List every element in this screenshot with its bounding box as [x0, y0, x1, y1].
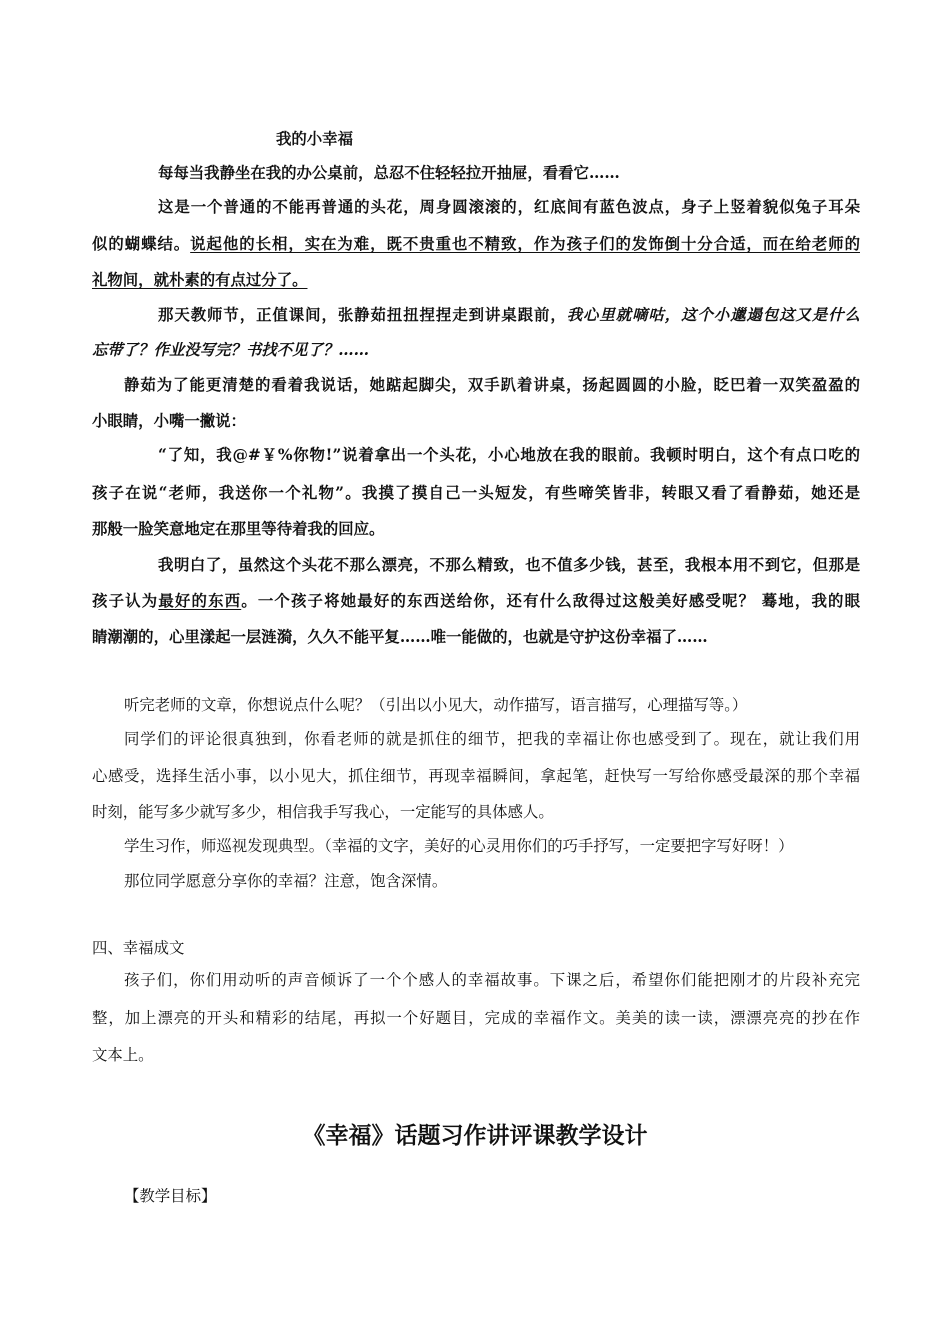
story-p3-plain: 那天教师节，正值课间，张静茹扭扭捏捏走到讲桌跟前， — [158, 306, 567, 324]
lesson-comment-line-1: 同学们的评论很真独到，你看老师的就是抓住的细节，把我的幸福让你也感受到了。现在，就让我们用 — [124, 730, 860, 748]
lesson-plan-title: 《幸福》话题习作讲评课教学设计 — [302, 1122, 648, 1149]
story-p5-line-3: 那般一脸笑意地定在那里等待着我的回应。 — [92, 520, 385, 538]
lesson-comment-line-3: 时刻，能写多少就写多少，相信我手写我心，一定能写的具体感人。 — [92, 803, 554, 821]
story-title: 我的小幸福 — [276, 130, 353, 148]
lesson-question: 听完老师的文章，你想说点什么呢？（引出以小见大，动作描写，语言描写，心理描写等。） — [124, 696, 748, 714]
story-p6-line-1: 我明白了，虽然这个头花不那么漂亮，不那么精致，也不值多少钱，甚至，我根本用不到它，但那是 — [158, 556, 860, 574]
story-p2-line-2-plain: 似的蝴蝶结。 — [92, 235, 191, 253]
story-p3-italic: 我心里就嘀咕，这个小邋遢包这又是什么 — [566, 306, 860, 324]
lesson-comment-line-2: 心感受，选择生活小事，以小见大，抓住细节，再现幸福瞬间，拿起笔，赶快写一写给你感受最深的那个幸福 — [92, 767, 860, 785]
story-p2-line-2 — [92, 234, 860, 254]
story-p6-line-3: 睛潮潮的，心里漾起一层涟漪，久久不能平复……唯一能做的，也就是守护这份幸福了…… — [92, 628, 708, 646]
story-p6-line-2-a: 孩子认为 — [92, 592, 159, 610]
story-p2-line-2-underlined: 说起他的长相，实在为难，既不贵重也不精致，作为孩子们的发饰倒十分合适，而在给老师的 — [190, 235, 860, 253]
story-p5-line-1: “了知，我@#￥%你物!”说着拿出一个头花，小心地放在我的眼前。我顿时明白，这个有点口吃的 — [158, 446, 860, 464]
story-p3-line-1 — [158, 305, 860, 325]
story-p6-line-2-b: 。一个孩子将她最好的东西送给你，还有什么敌得过这般美好感受呢？ 蓦地，我的眼 — [241, 592, 860, 610]
story-p2-line-1: 这是一个普通的不能再普通的头花，周身圆滚滚的，红底间有蓝色波点，身子上竖着貌似兔子耳朵 — [158, 198, 860, 216]
teaching-objectives-heading: 【教学目标】 — [124, 1187, 217, 1205]
section-4-line-3: 文本上。 — [92, 1046, 154, 1064]
story-p6-line-2 — [92, 591, 860, 611]
section-4-heading: 四、幸福成文 — [92, 939, 185, 957]
lesson-writing-instruction: 学生习作，师巡视发现典型。（幸福的文字，美好的心灵用你们的巧手抒写，一定要把字写好呀！） — [124, 837, 794, 855]
section-4-line-2: 整，加上漂亮的开头和精彩的结尾，再拟一个好题目，完成的幸福作文。美美的读一读，漂漂亮亮的抄在作 — [92, 1009, 860, 1027]
section-4-line-1: 孩子们，你们用动听的声音倾诉了一个个感人的幸福故事。下课之后，希望你们能把刚才的片段补充完 — [124, 971, 860, 989]
story-p4-line-1: 静茹为了能更清楚的看着我说话，她踮起脚尖，双手趴着讲桌，扬起圆圆的小脸，眨巴着一双笑盈盈的 — [124, 376, 860, 394]
lesson-share-prompt: 那位同学愿意分享你的幸福？注意，饱含深情。 — [124, 872, 448, 890]
story-p5-line-2: 孩子在说“老师，我送你一个礼物”。我摸了摸自己一头短发，有些啼笑皆非，转眼又看了看静茹，她还是 — [92, 484, 860, 502]
story-p6-underlined: 最好的东西 — [158, 592, 242, 610]
story-paragraph-1: 每每当我静坐在我的办公桌前，总忍不住轻轻拉开抽屉，看看它…… — [158, 164, 620, 182]
story-p3-line-2: 忘带了？作业没写完？书找不见了？…… — [92, 341, 370, 359]
story-p4-line-2: 小眼睛，小嘴一撇说： — [92, 412, 246, 430]
story-p2-line-3: 礼物间，就朴素的有点过分了。 — [92, 271, 308, 289]
